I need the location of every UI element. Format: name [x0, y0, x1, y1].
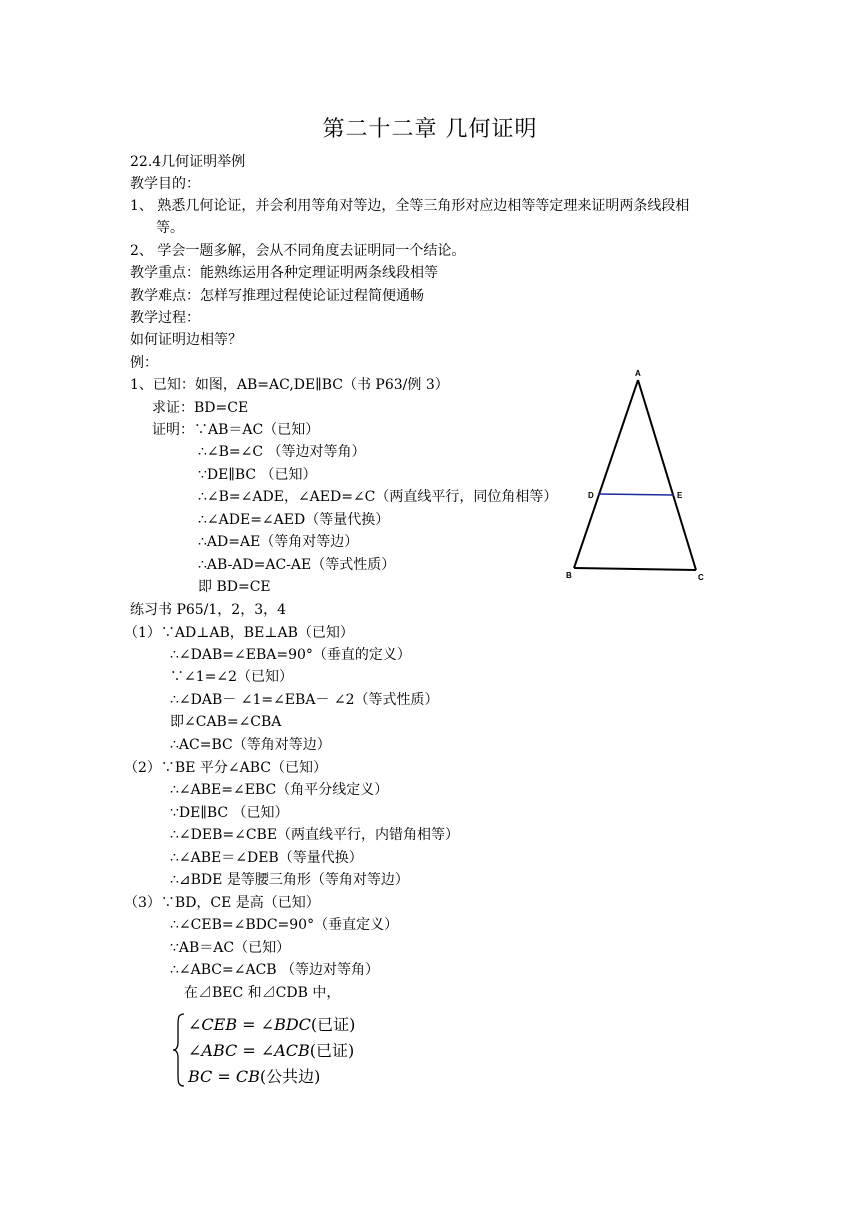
goal-heading: 教学目的：: [130, 176, 200, 192]
proof-step: ∴∠ADE=∠AED（等量代换）: [198, 512, 390, 528]
side-ac: [638, 380, 696, 570]
practice-3-step: 在⊿BEC 和⊿CDB 中，: [184, 985, 341, 1001]
system-math: BC = CB: [188, 1067, 260, 1086]
system-note: (已证): [309, 1041, 355, 1060]
practice-heading: 练习书 P65/1，2，3，4: [130, 602, 287, 618]
practice-3-step: ∴∠CEB=∠BDC=90°（垂直定义）: [170, 917, 399, 933]
system-brace: [172, 1012, 186, 1088]
practice-3-step: （3）∵BD，CE 是高（已知）: [124, 895, 320, 911]
proof-step: ∵DE∥BC （已知）: [198, 467, 317, 483]
proof-step: ∴∠B=∠ADE，∠AED=∠C（两直线平行，同位角相等）: [198, 489, 558, 505]
system-note: (公共边): [259, 1067, 321, 1086]
page-title: 第二十二章 几何证明: [322, 117, 538, 142]
side-bc: [574, 568, 696, 570]
label-b: B: [566, 571, 572, 580]
question: 如何证明边相等？: [130, 332, 242, 348]
practice-2-step: ∴⊿BDE 是等腰三角形（等角对等边）: [170, 872, 409, 888]
difficulty: 教学难点：怎样写推理过程使论证过程简便通畅: [130, 288, 424, 304]
side-ab: [574, 380, 638, 568]
practice-1-step: ∴∠DAB－ ∠1=∠EBA－ ∠2（等式性质）: [170, 692, 439, 708]
system-math: ∠ABC = ∠ACB: [188, 1041, 310, 1060]
example-given: 1、已知：如图，AB=AC,DE∥BC（书 P63/例 3）: [130, 377, 449, 393]
practice-1-step: ∵∠1=∠2（已知）: [170, 669, 294, 685]
label-a: A: [635, 369, 641, 378]
proof-step: 即 BD=CE: [198, 579, 271, 595]
section-heading: 22.4几何证明举例: [130, 154, 246, 170]
label-e: E: [677, 491, 683, 500]
system-row-3: [188, 1067, 320, 1087]
goal-item-2: 2、 学会一题多解，会从不同角度去证明同一个结论。: [130, 243, 466, 259]
triangle-figure: [560, 364, 720, 586]
practice-1-step: ∴AC=BC（等角对等边）: [170, 737, 331, 753]
proof-step: 证明：∵AB＝AC（已知）: [152, 422, 320, 438]
practice-3-step: ∴∠ABC=∠ACB （等边对等角）: [170, 962, 380, 978]
goal-item-1-cont: 等。: [156, 220, 184, 236]
practice-2-step: ∵DE∥BC （已知）: [170, 805, 289, 821]
process-heading: 教学过程：: [130, 310, 200, 326]
system-math: ∠CEB = ∠BDC: [188, 1015, 311, 1034]
system-note: (已证): [310, 1015, 356, 1034]
example-heading: 例：: [130, 355, 158, 371]
key-point: 教学重点：能熟练运用各种定理证明两条线段相等: [130, 265, 438, 281]
practice-1-step: 即∠CAB=∠CBA: [170, 714, 282, 730]
practice-1-step: ∴∠DAB=∠EBA=90°（垂直的定义）: [170, 647, 411, 663]
proof-step: ∴AB-AD=AC-AE（等式性质）: [198, 557, 396, 573]
practice-2-step: ∴∠ABE=∠EBC（角平分线定义）: [170, 782, 389, 798]
label-c: C: [698, 573, 704, 582]
proof-step: ∴AD=AE（等角对等边）: [198, 534, 359, 550]
practice-3-step: ∵AB＝AC（已知）: [170, 940, 291, 956]
example-prove: 求证：BD=CE: [152, 400, 249, 416]
system-row-2: [188, 1041, 354, 1061]
label-d: D: [588, 491, 594, 500]
goal-item-1: 1、 熟悉几何论证，并会利用等角对等边，全等三角形对应边相等等定理来证明两条线段相: [130, 198, 690, 214]
practice-2-step: （2）∵BE 平分∠ABC（已知）: [124, 760, 327, 776]
practice-2-step: ∴∠ABE＝∠DEB（等量代换）: [170, 850, 363, 866]
practice-2-step: ∴∠DEB=∠CBE（两直线平行，内错角相等）: [170, 827, 460, 843]
practice-1-step: （1）∵AD⊥AB，BE⊥AB（已知）: [124, 625, 354, 641]
system-row-1: [188, 1015, 355, 1035]
proof-step: ∴∠B=∠C （等边对等角）: [198, 444, 366, 460]
segment-de: [598, 494, 674, 495]
